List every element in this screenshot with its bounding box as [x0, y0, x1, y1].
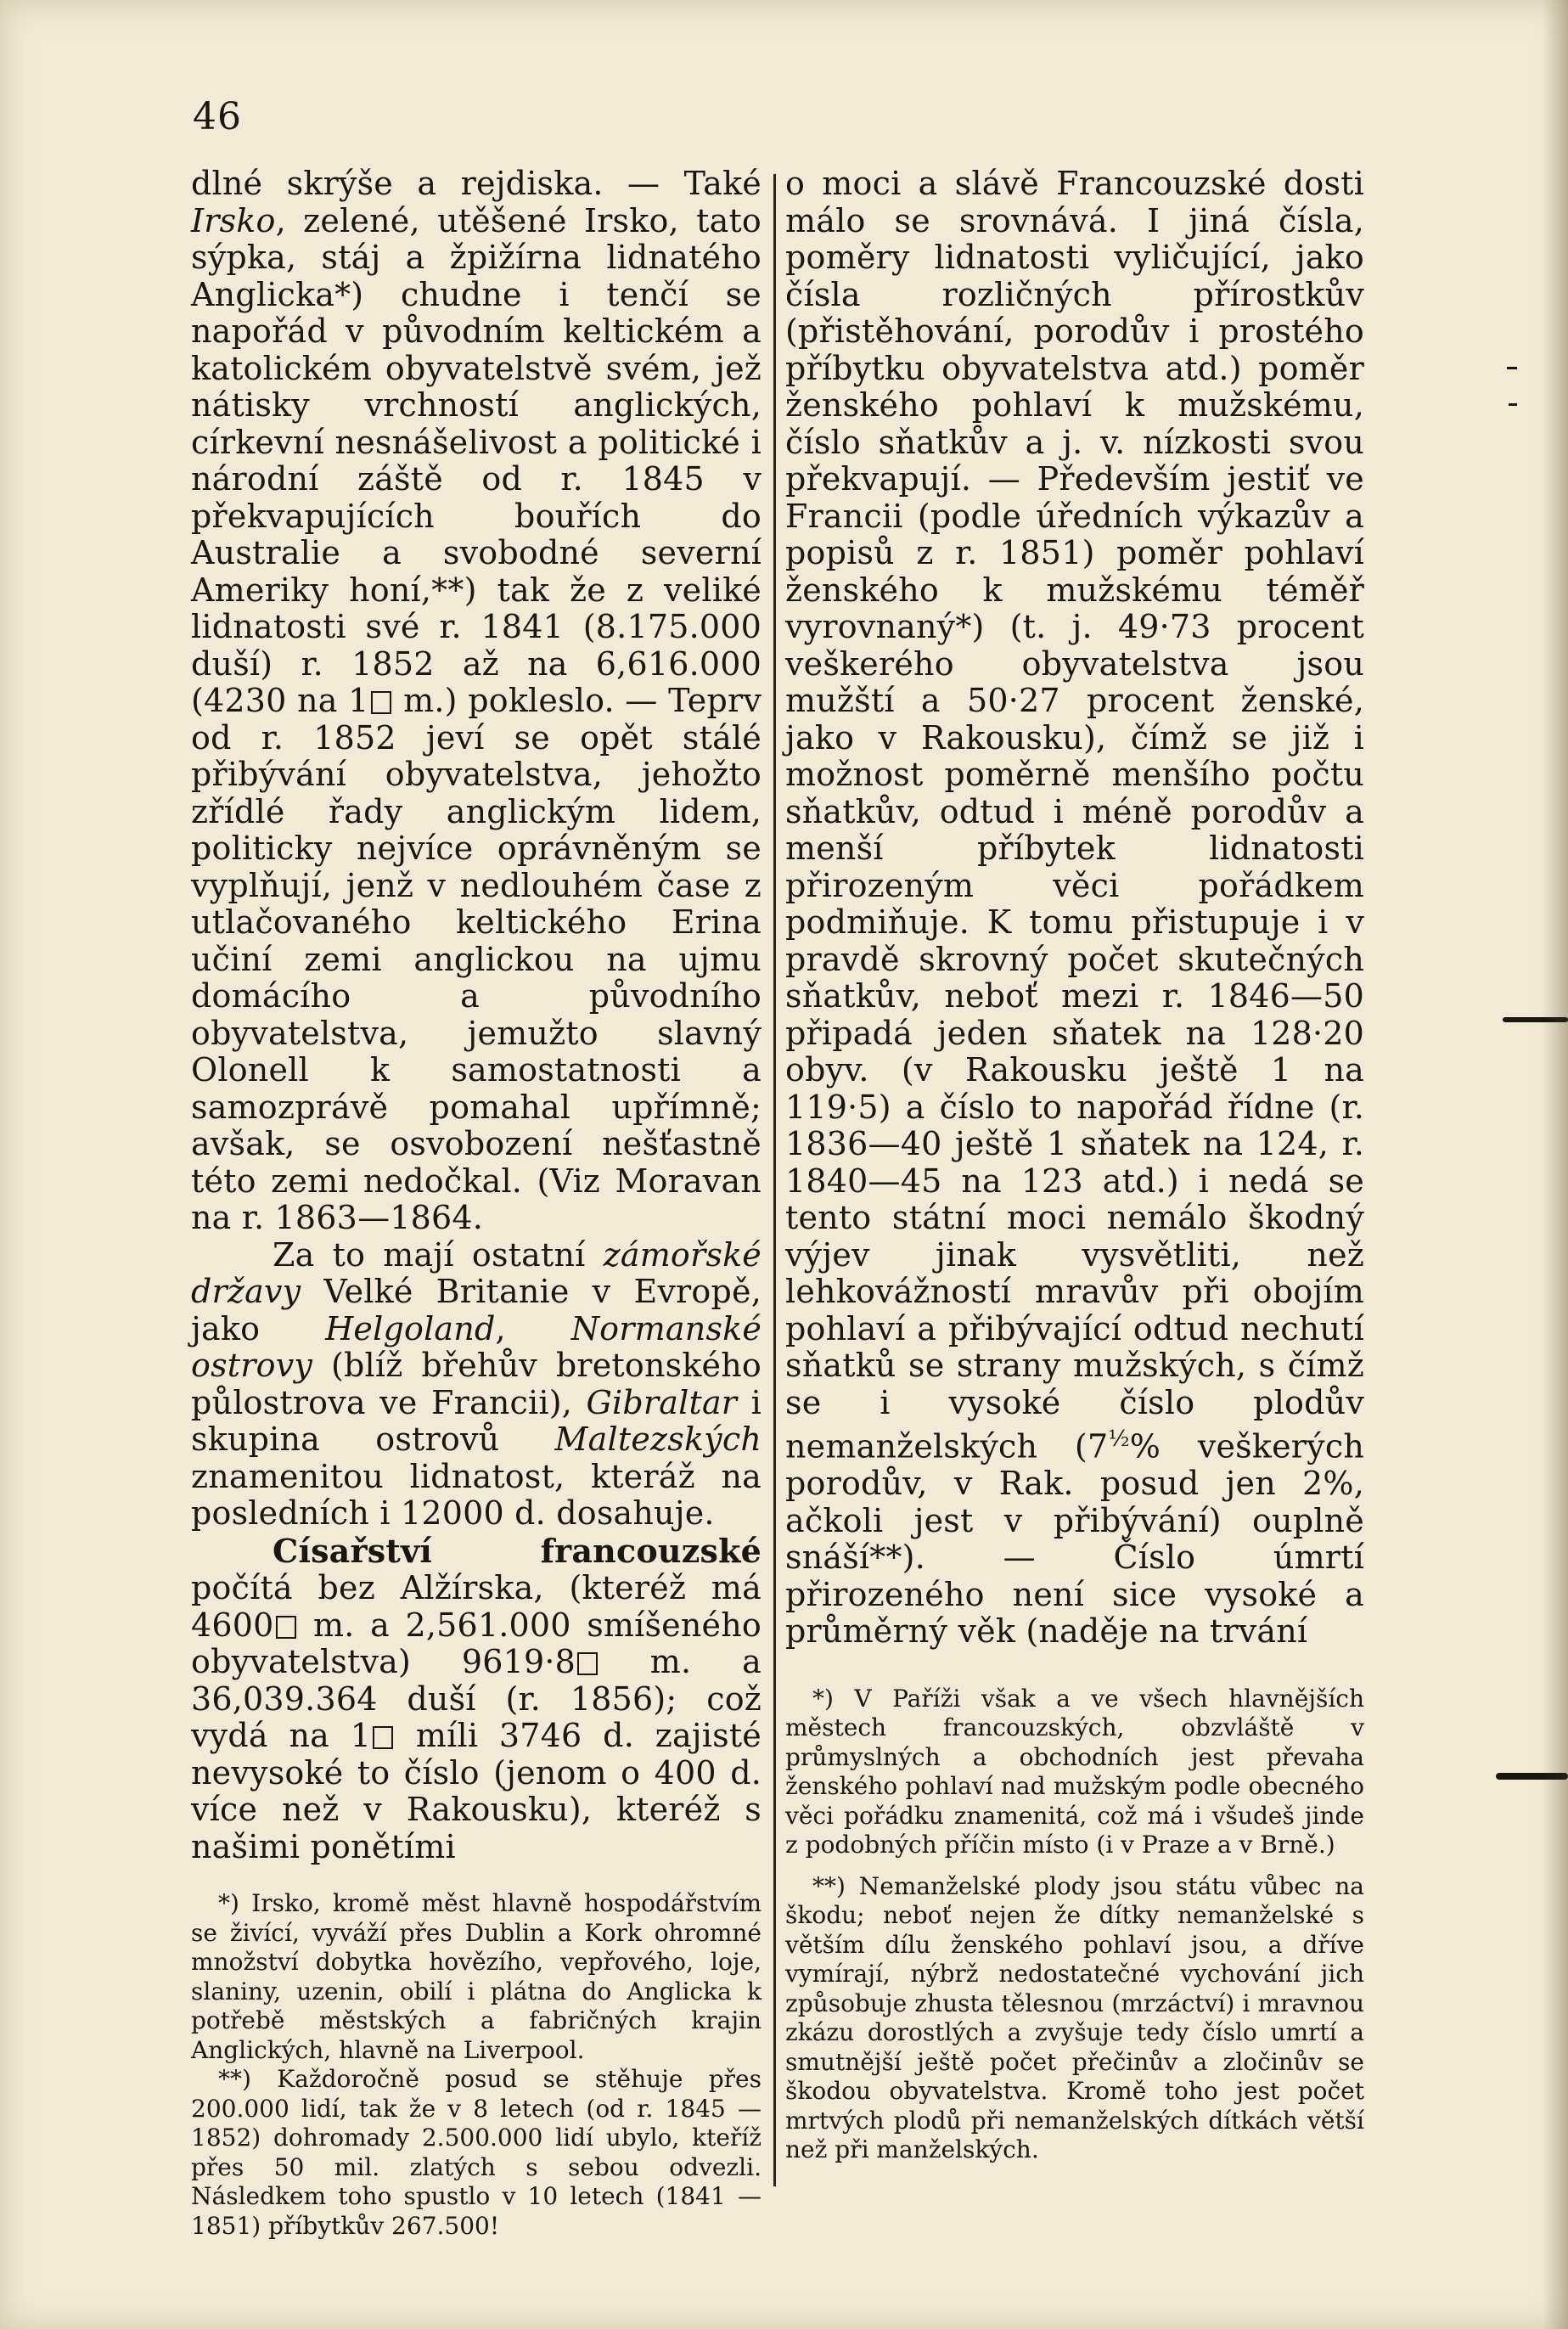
column-divider: [773, 174, 776, 2186]
square-mile-symbol: [577, 1652, 598, 1675]
page-edge-shadow: [1543, 0, 1568, 2329]
square-mile-symbol: [371, 691, 391, 714]
margin-dash-mark: [1507, 367, 1517, 369]
right-column: [785, 166, 1364, 2165]
left-column: [191, 166, 762, 2241]
footnote: **) Nemanželské plody jsou státu vůbec na škodu; neboť nejen že dítky nemanželské s větším dílu ženského pohlaví jsou, a dříve vymírají, nýbrž nedostatečné vychování jich způsobuje zhusta tělesnou (mrzáctví) i mravnou zkázu dorostlých a zvyšuje tedy číslo umrtí a smutnější ještě počet přečinův a zločinův se škodou obyvatelstva. Kromě toho jest počet mrtvých plodů při nemanželských dítkách větší než při manželských.: [785, 1871, 1364, 2164]
margin-dash-mark: [1509, 403, 1517, 406]
footnote: *) Irsko, kromě měst hlavně hospodářstvím se živící, vyváží přes Dublin a Kork ohromné množství dobytka hovězího, vepřového, loje, slaniny, uzenin, obilí i plátna do Anglicka k potřebě městských a fabričných krajin Anglických, hlavně na Liverpool.: [191, 1889, 762, 2064]
square-mile-symbol: [373, 1726, 393, 1749]
left-footnotes: [191, 1889, 762, 2241]
square-mile-symbol: [276, 1616, 296, 1639]
paragraph-francie-continued: o moci a slávě Francouzské dosti málo se srovnává. I jiná čísla, poměry lidnatosti vyličující, jako čísla rozličných přírostkův (přistěhování, porodův i prostého příbytku obyvatelstva atd.) poměr ženského pohlaví k mužskému, číslo sňatkův a j. v. nízkosti svou překvapují. — Především jestiť ve Francii (podle úředních výkazův a popisů z r. 1851) poměr pohlaví ženského k mužskému téměř vyrovnaný*) (t. j. 49·73 procent veškerého obyvatelstva jsou mužští a 50·27 procent ženské, jako v Rakousku), čímž se již i možnost poměrně menšího počtu sňatkův, odtud i méně porodův a menší příbytek lidnatosti přirozeným věci pořádkem podmiňuje. K tomu přistupuje i v pravdě skrovný počet skutečných sňatkův, neboť mezi r. 1846—50 připadá jeden sňatek na 128·20 obyv. (v Rakousku ještě 1 na 119·5) a číslo to napořád řídne (r. 1836—40 ještě 1 sňatek na 124, r. 1840—45 na 123 atd.) i nedá se tento státní moci nemálo škodný výjev jinak vysvětliti, než lehkovážností mravův při obojím pohlaví a přibývající odtud nechutí sňatků se strany mužských, s čímž se i vysoké číslo plodův nemanželských ($7^{\frac{1}{2}}\%$ veškerých porodův, v Rak. posud jen 2%, ačkoli jest v přibývání) ouplně snáší**). — Číslo úmrtí přirozeného není sice vysoké a průměrný věk (naděje na trvání: [785, 165, 1364, 1651]
left-main-text: [191, 166, 762, 1865]
right-footnotes: [785, 1685, 1364, 2165]
footnote: **) Každoročně posud se stěhuje přes 200.000 lidí, tak že v 8 letech (od r. 1845 —1852) dohromady 2.500.000 lidí ubylo, kteříž přes 50 mil. zlatých s sebou odvezli. Následkem toho spustlo v 10 letech (1841 —1851) příbytkův 267.500!: [191, 2065, 762, 2240]
paragraph-irsko: dlné skrýše a rejdiska. — Také Irsko, zelené, utěšené Irsko, tato sýpka, stáj a žpižírna lidnatého Anglicka*) chudne i tenčí se napořád v původním keltickém a katolickém obyvatelstvě svém, jež nátisky vrchností anglických, církevní nesnášelivost a politické i národní záště od r. 1845 v překvapujících bouřích do Australie a svobodné severní Ameriky honí,**) tak že z veliké lidnatosti své r. 1841 (8.175.000 duší) r. 1852 až na 6,616.000 (4230 na 1 m.) pokleslo. — Teprv od r. 1852 jeví se opět stálé přibývání obyvatelstva, jehožto zřídlé řady anglickým lidem, politicky nejvíce oprávněným se vyplňují, jenž v nedlouhém čase z utlačovaného keltického Erina učiní zemi anglickou na ujmu domácího a původního obyvatelstva, jemužto slavný Olonell k samostatnosti a samozprávě pomahal upřímně; avšak, se osvobození nešťastně této zemi nedočkal. (Viz Moravan na r. 1863—1864.: [191, 165, 762, 1236]
page-number: 46: [193, 95, 242, 138]
section-heading: Císařství francouzské: [273, 1531, 762, 1570]
footnote: *) V Paříži však a ve všech hlavnějších městech francouzských, obzvláště v průmyslných a obchodních jest převaha ženského pohlaví nad mužským podle obecného věci pořádku znamenitá, což má i všudeš jinde z podobných příčin místo (i v Praze a v Brně.): [785, 1684, 1364, 1859]
right-main-text: [785, 166, 1364, 1651]
paragraph-cisarstvi-francouzske: Císařství francouzské počítá bez Alžírska, (kteréž má 4600 m. a 2,561.000 smíšeného obyvatelstva) 9619·8 m. a 36,039.364 duší (r. 1856); což vydá na 1 míli 3746 d. zajisté nevysoké to číslo (jenom o 400 d. více než v Rakousku), kteréž s našimi ponětími: [191, 1531, 762, 1865]
term-irsko: Irsko: [191, 201, 276, 239]
paragraph-zamorske-drzavy: Za to mají ostatní zámořské državy Velké Britanie v Evropě, jako Helgoland, Normanské ostrovy (blíž břehův bretonského půlostrova ve Francii), Gibraltar i skupina ostrovů Maltezských znamenitou lidnatost, kteráž na posledních i 12000 d. dosahuje.: [191, 1235, 762, 1532]
